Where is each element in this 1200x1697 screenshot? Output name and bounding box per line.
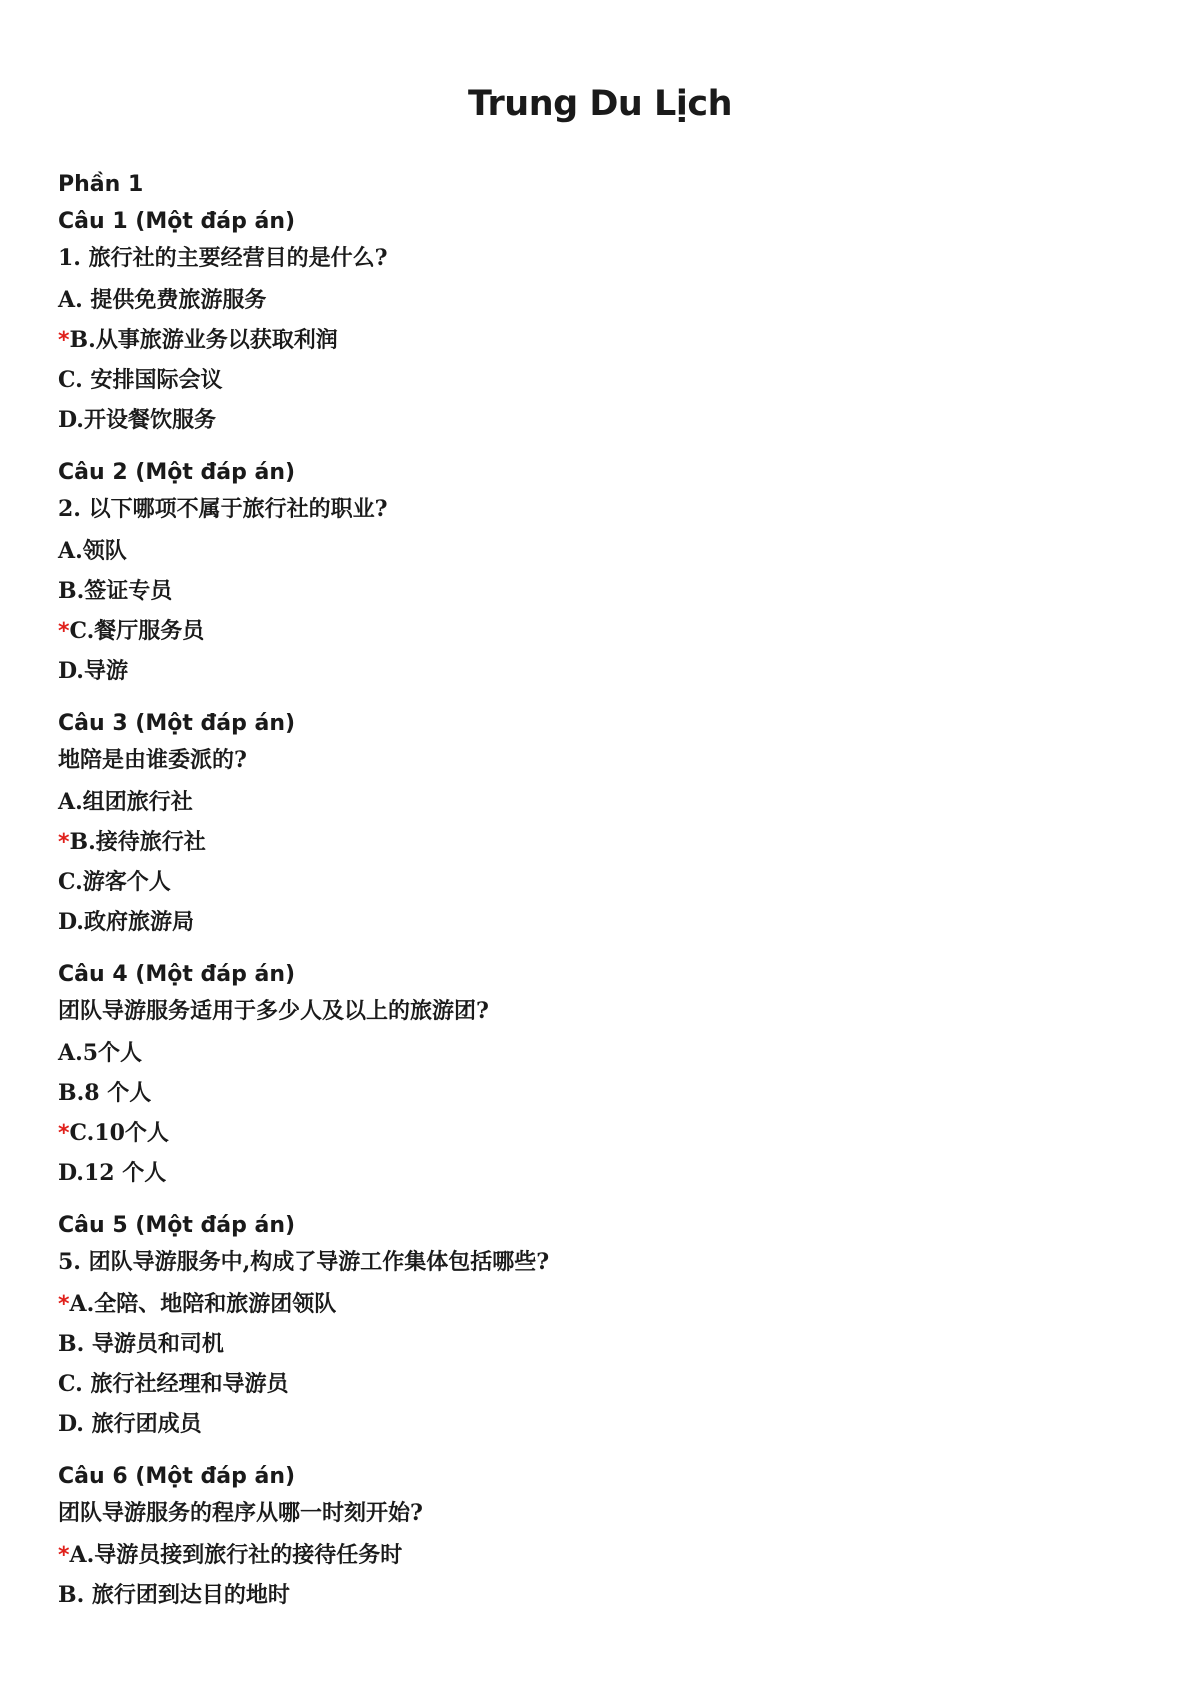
correct-answer-mark: * <box>58 328 70 353</box>
question-label: Câu 3 (Một đáp án) <box>58 711 296 736</box>
answer-option-d <box>58 1153 1138 1193</box>
answer-option-c <box>58 611 1138 651</box>
answer-option-b <box>58 1324 1138 1364</box>
answer-text: C. 旅行社经理和导游员 <box>58 1371 289 1397</box>
question-6 <box>58 1458 1138 1615</box>
question-3 <box>58 705 1138 942</box>
answer-text: D.政府旅游局 <box>58 909 194 935</box>
answer-option-d <box>58 1404 1138 1444</box>
question-label: Câu 5 (Một đáp án) <box>58 1213 296 1238</box>
correct-answer-mark: * <box>58 830 70 855</box>
answer-options <box>58 782 1138 942</box>
answer-text: C.餐厅服务员 <box>69 618 205 644</box>
question-text: 5. 团队导游服务中,构成了导游工作集体包括哪些? <box>58 1249 550 1275</box>
document-content <box>58 166 1138 1629</box>
answer-options <box>58 531 1138 691</box>
answer-text: D.12 个人 <box>58 1160 167 1186</box>
answer-text: C.10个人 <box>69 1120 169 1146</box>
answer-option-b <box>58 571 1138 611</box>
question-5 <box>58 1207 1138 1444</box>
answer-text: B.签证专员 <box>58 578 173 604</box>
answer-option-c <box>58 360 1138 400</box>
answer-text: B. 导游员和司机 <box>58 1331 224 1357</box>
answer-text: A.导游员接到旅行社的接待任务时 <box>69 1542 403 1568</box>
question-label: Câu 4 (Một đáp án) <box>58 962 296 987</box>
question-text: 团队导游服务适用于多少人及以上的旅游团? <box>58 998 489 1024</box>
answer-text: A.5个人 <box>58 1040 143 1066</box>
question-label: Câu 1 (Một đáp án) <box>58 209 296 234</box>
section-title: Phần 1 <box>58 172 144 197</box>
question-label: Câu 2 (Một đáp án) <box>58 460 296 485</box>
answer-option-a <box>58 782 1138 822</box>
question-text: 团队导游服务的程序从哪一时刻开始? <box>58 1500 423 1526</box>
answer-option-a <box>58 1033 1138 1073</box>
answer-option-d <box>58 400 1138 440</box>
answer-text: A.全陪、地陪和旅游团领队 <box>69 1291 337 1317</box>
answer-option-d <box>58 902 1138 942</box>
correct-answer-mark: * <box>58 1292 70 1317</box>
correct-answer-mark: * <box>58 619 70 644</box>
answer-text: B.从事旅游业务以获取利润 <box>69 327 338 353</box>
answer-option-a <box>58 280 1138 320</box>
document-title: Trung Du Lịch <box>468 84 732 124</box>
answer-options <box>58 1535 1138 1615</box>
answer-option-b <box>58 822 1138 862</box>
answer-options <box>58 1033 1138 1193</box>
answer-option-c <box>58 862 1138 902</box>
question-1 <box>58 203 1138 440</box>
question-4 <box>58 956 1138 1193</box>
answer-options <box>58 1284 1138 1444</box>
question-text: 1. 旅行社的主要经营目的是什么? <box>58 245 388 271</box>
answer-text: C. 安排国际会议 <box>58 367 223 393</box>
answer-text: A.组团旅行社 <box>58 789 193 815</box>
answer-option-a <box>58 1535 1138 1575</box>
correct-answer-mark: * <box>58 1543 70 1568</box>
question-text: 地陪是由谁委派的? <box>58 747 247 773</box>
answer-text: B. 旅行团到达目的地时 <box>58 1582 290 1608</box>
answer-option-b <box>58 320 1138 360</box>
answer-option-d <box>58 651 1138 691</box>
answer-text: A. 提供免费旅游服务 <box>58 287 267 313</box>
answer-text: D. 旅行团成员 <box>58 1411 202 1437</box>
answer-option-c <box>58 1113 1138 1153</box>
answer-text: B.接待旅行社 <box>69 829 206 855</box>
answer-options <box>58 280 1138 440</box>
answer-text: D.导游 <box>58 658 128 684</box>
answer-text: C.游客个人 <box>58 869 171 895</box>
answer-option-a <box>58 531 1138 571</box>
correct-answer-mark: * <box>58 1121 70 1146</box>
question-2 <box>58 454 1138 691</box>
question-label: Câu 6 (Một đáp án) <box>58 1464 296 1489</box>
answer-text: A.领队 <box>58 538 127 564</box>
answer-option-b <box>58 1575 1138 1615</box>
answer-option-b <box>58 1073 1138 1113</box>
answer-text: D.开设餐饮服务 <box>58 407 216 433</box>
answer-text: B.8 个人 <box>58 1080 152 1106</box>
answer-option-a <box>58 1284 1138 1324</box>
answer-option-c <box>58 1364 1138 1404</box>
question-text: 2. 以下哪项不属于旅行社的职业? <box>58 496 388 522</box>
